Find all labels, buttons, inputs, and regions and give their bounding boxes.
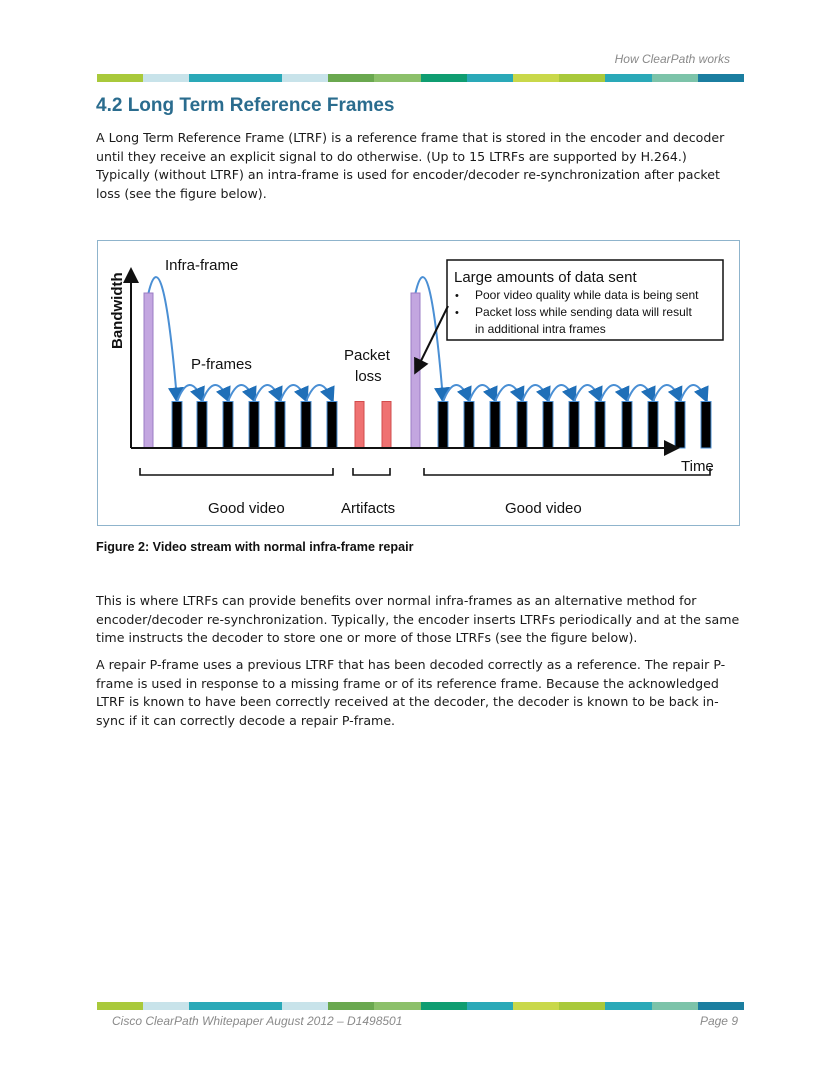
reference-arc <box>228 385 254 402</box>
p-frame-bar <box>249 402 259 449</box>
y-axis-label: Bandwidth <box>109 272 126 349</box>
stripe-segment <box>513 1002 559 1010</box>
p-frame-bar <box>223 402 233 449</box>
lost-frame-bar <box>382 402 391 449</box>
stripe-segment <box>559 1002 605 1010</box>
stripe-segment <box>467 74 513 82</box>
p-frame-bar <box>517 402 527 449</box>
p-frame-bar <box>327 402 337 449</box>
p-frame-bar <box>701 402 711 449</box>
stripe-segment <box>189 1002 235 1010</box>
callout-bullet-2: Packet loss while sending data will result <box>475 305 692 319</box>
stripe-segment <box>328 74 374 82</box>
p-frame-bar <box>197 402 207 449</box>
p-frame-bar <box>675 402 685 449</box>
x-axis-label: Time <box>681 458 714 475</box>
stripe-segment <box>652 1002 698 1010</box>
brace-good-video-2 <box>424 468 710 475</box>
stripe-segment <box>698 1002 744 1010</box>
label-good-video-2: Good video <box>505 500 582 517</box>
label-loss: loss <box>355 368 382 385</box>
p-frame-bar <box>622 402 632 449</box>
stripe-segment <box>236 1002 282 1010</box>
label-packet: Packet <box>344 347 390 364</box>
callout-bullet-1: Poor video quality while data is being sent <box>475 288 699 302</box>
intra-frame-bar <box>144 293 153 448</box>
paragraph-ltrf-intro: A Long Term Reference Frame (LTRF) is a reference frame that is stored in the encoder and decoder until they receive an explicit signal to do otherwise. (Up to 15 LTRFs are supported by H.264.) Typically (without LTRF) an intra-frame is used for encoder/decoder re-synchronization after packet loss (see the figure below). <box>96 130 725 201</box>
stripe-segment <box>236 74 282 82</box>
footer-page-number: Page 9 <box>699 1014 738 1028</box>
reference-arc <box>495 385 522 402</box>
callout-bullet-dot: • <box>455 307 459 319</box>
p-frame-bar <box>438 402 448 449</box>
figure-video-stream <box>97 240 740 526</box>
stripe-segment <box>97 1002 143 1010</box>
stripe-segment <box>652 74 698 82</box>
p-frame-bar <box>543 402 553 449</box>
stripe-segment <box>605 74 651 82</box>
paragraph-ltrf-benefits: This is where LTRFs can provide benefits over normal infra-frames as an alternative method for encoder/decoder re-synchronization. Typically, the encoder inserts LTRFs periodically and at the same time instructs the decoder to store one or more of those LTRFs (see the figure below). <box>96 593 740 646</box>
p-frame-bar <box>172 402 182 449</box>
stripe-segment <box>467 1002 513 1010</box>
p-frame-bar <box>490 402 500 449</box>
reference-arc <box>574 385 600 402</box>
stripe-segment <box>374 74 420 82</box>
callout-arrow <box>416 306 448 371</box>
stripe-segment <box>143 74 189 82</box>
header-color-stripe <box>97 74 744 82</box>
reference-arc <box>469 385 495 402</box>
header-title: How ClearPath works <box>614 52 730 66</box>
section-heading: 4.2 Long Term Reference Frames <box>96 95 395 116</box>
stripe-segment <box>374 1002 420 1010</box>
p-frame-bar <box>648 402 658 449</box>
stripe-segment <box>605 1002 651 1010</box>
reference-arc <box>254 385 280 402</box>
stripe-segment <box>143 1002 189 1010</box>
p-frame-bar <box>464 402 474 449</box>
p-frame-bar <box>275 402 285 449</box>
callout-bullet-2-cont: in additional intra frames <box>475 322 606 336</box>
stripe-segment <box>328 1002 374 1010</box>
stripe-segment <box>513 74 559 82</box>
reference-arc <box>306 385 332 402</box>
reference-arc <box>680 385 706 402</box>
paragraph-repair-pframe: A repair P-frame uses a previous LTRF that has been decoded correctly as a reference. The repair P-frame is used in response to a missing frame or of its reference frame. Because the acknowledged LTRF is known to have been correctly received at the decoder, the decoder is known to be back in-sync if it can correctly decode a repair P-frame. <box>96 657 726 728</box>
stripe-segment <box>421 1002 467 1010</box>
stripe-segment <box>282 1002 328 1010</box>
label-good-video-1: Good video <box>208 500 285 517</box>
p-frame-bar <box>301 402 311 449</box>
reference-arc <box>177 385 202 402</box>
footer-color-stripe <box>97 1002 744 1010</box>
figure-diagram <box>98 241 739 525</box>
label-artifacts: Artifacts <box>341 500 396 517</box>
reference-arc <box>522 385 548 402</box>
reference-arc <box>627 385 653 402</box>
label-infra-frame: Infra-frame <box>165 257 239 274</box>
stripe-segment <box>698 74 744 82</box>
stripe-segment <box>189 74 235 82</box>
figure-caption: Figure 2: Video stream with normal infra-frame repair <box>96 540 414 554</box>
callout-title: Large amounts of data sent <box>454 269 637 286</box>
stripe-segment <box>282 74 328 82</box>
brace-good-video-1 <box>140 468 333 475</box>
stripe-segment <box>97 74 143 82</box>
reference-arc <box>202 385 228 402</box>
reference-arc <box>280 385 306 402</box>
p-frame-bar <box>595 402 605 449</box>
reference-arc <box>600 385 627 402</box>
reference-arc <box>653 385 680 402</box>
p-frame-bar <box>569 402 579 449</box>
reference-arc <box>548 385 574 402</box>
reference-arc <box>443 385 469 402</box>
brace-artifacts <box>353 468 390 475</box>
lost-frame-bar <box>355 402 364 449</box>
footer-document-title: Cisco ClearPath Whitepaper August 2012 – D1498501 <box>112 1014 403 1028</box>
callout-bullet-dot: • <box>455 290 459 302</box>
label-p-frames: P-frames <box>191 356 252 373</box>
stripe-segment <box>421 74 467 82</box>
stripe-segment <box>559 74 605 82</box>
